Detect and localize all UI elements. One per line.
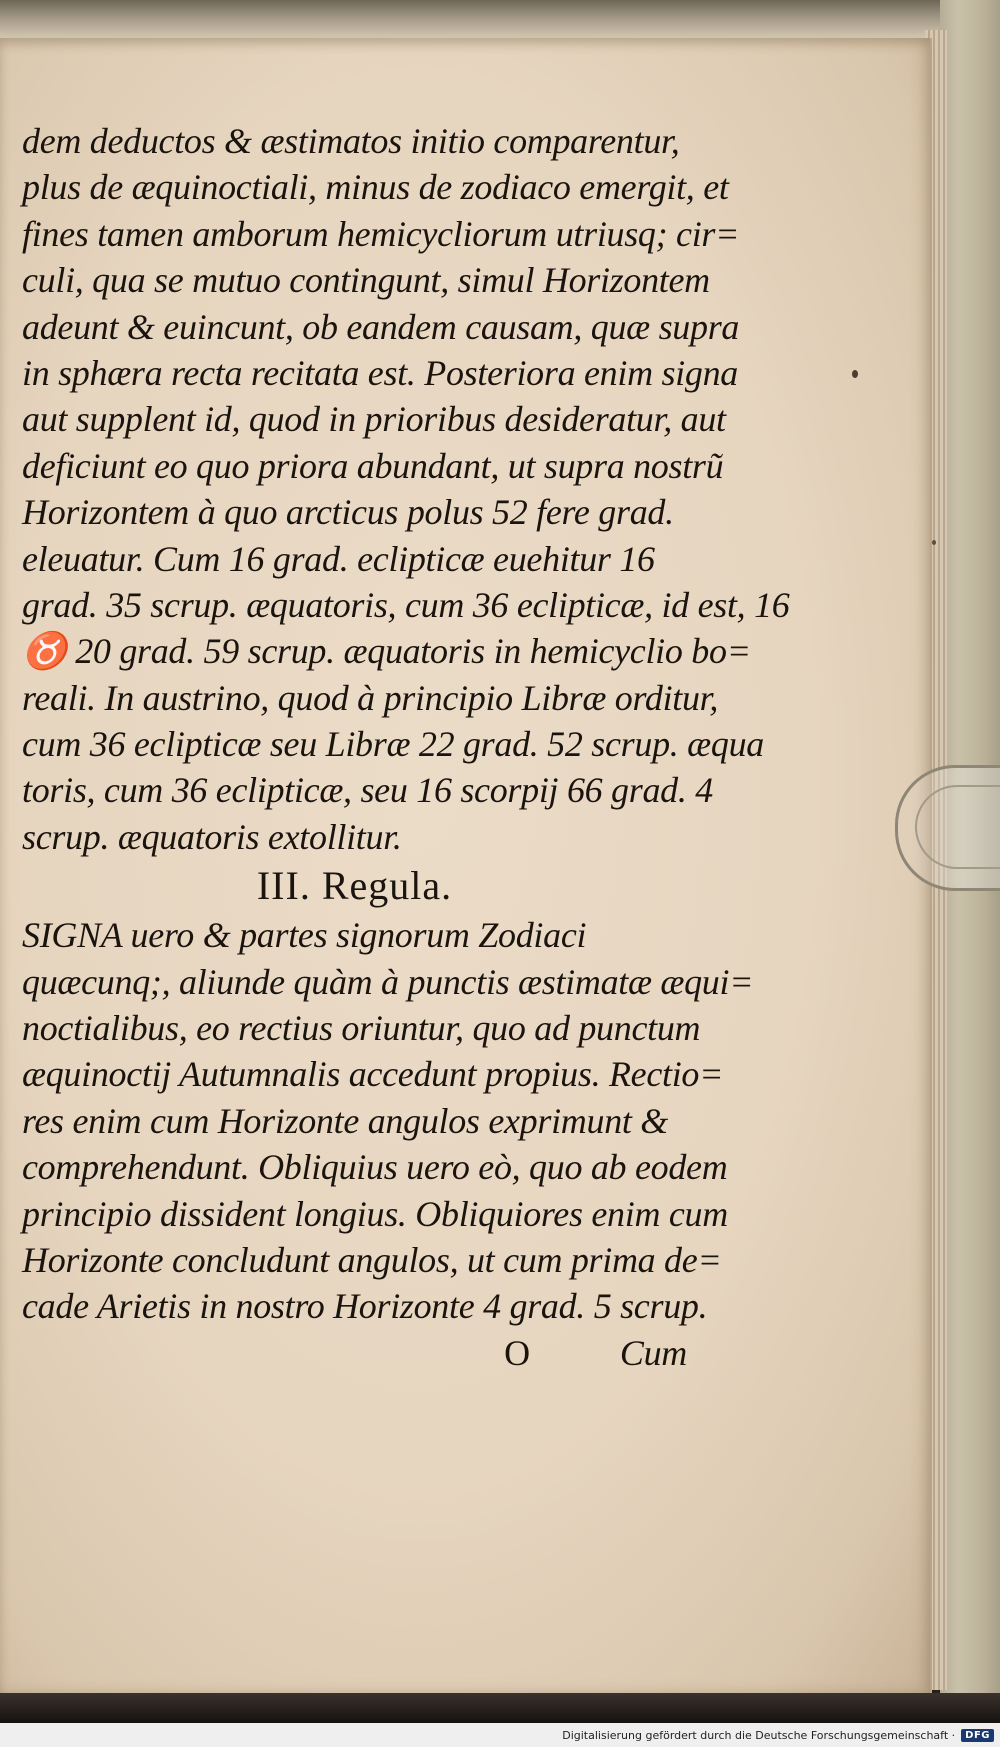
text-line: cade Arietis in nostro Horizonte 4 grad. 5 scrup. [22, 1286, 708, 1327]
text-line: comprehendunt. Obliquius uero eò, quo ab eodem [22, 1147, 728, 1188]
text-line: fines tamen amborum hemicycliorum utriusq; cir= [22, 213, 740, 254]
text-line: reali. In austrino, quod à principio Libræ orditur, [22, 677, 719, 718]
text-line: quæcunq;, aliunde quàm à punctis æstimatæ æqui= [22, 961, 754, 1002]
text-line: æquinoctij Autumnalis accedunt propius. Rectio= [22, 1054, 724, 1095]
text-line: grad. 35 scrup. æquatoris, cum 36 eclipticæ, id est, 16 [22, 584, 790, 625]
text-line: culi, qua se mutuo contingunt, simul Horizontem [22, 260, 710, 301]
signature-mark: O [504, 1332, 530, 1373]
text-line: Horizonte concludunt angulos, ut cum prima de= [22, 1239, 722, 1280]
text-line: toris, cum 36 eclipticæ, seu 16 scorpij 66 grad. 4 [22, 770, 713, 811]
ink-spot [852, 370, 858, 378]
text-line: principio dissident longius. Obliquiores enim cum [22, 1193, 728, 1234]
text-line: deficiunt eo quo priora abundant, ut supra nostrũ [22, 445, 724, 486]
text-line: res enim cum Horizonte angulos exprimunt & [22, 1100, 669, 1141]
text-line: noctialibus, eo rectius oriuntur, quo ad punctum [22, 1008, 701, 1049]
text-line: Horizontem à quo arcticus polus 52 fere grad. [22, 492, 674, 533]
text-line: scrup. æquatoris extollitur. [22, 816, 402, 857]
ink-spot [932, 540, 936, 545]
section-heading: III. Regula. [256, 863, 453, 909]
book-clasp-inner [915, 785, 1000, 869]
text-line: SIGNA uero & partes signorum Zodiaci [22, 915, 587, 956]
text-line: cum 36 eclipticæ seu Libræ 22 grad. 52 scrup. æqua [22, 724, 764, 765]
digitization-credit-bar [0, 1723, 1000, 1747]
text-line: ♉ 20 grad. 59 scrup. æquatoris in hemicyclio bo= [22, 631, 751, 672]
text-line: aut supplent id, quod in prioribus desideratur, aut [22, 399, 726, 440]
text-line: dem deductos & æstimatos initio comparentur, [22, 121, 680, 161]
text-line: eleuatur. Cum 16 grad. eclipticæ euehitur 16 [22, 538, 655, 579]
catch-line [22, 1330, 707, 1376]
page-bottom-edge [0, 1693, 1000, 1723]
text-block [22, 118, 790, 1376]
credit-text: Digitalisierung gefördert durch die Deutsche Forschungsgemeinschaft · [562, 1728, 956, 1742]
catchword: Cum [619, 1332, 687, 1373]
dfg-logo: DFG [961, 1729, 994, 1742]
text-line: adeunt & euincunt, ob eandem causam, quæ supra [22, 306, 740, 347]
text-line: in sphæra recta recitata est. Posteriora enim signa [22, 352, 738, 393]
text-line: plus de æquinoctiali, minus de zodiaco emergit, et [22, 167, 729, 208]
